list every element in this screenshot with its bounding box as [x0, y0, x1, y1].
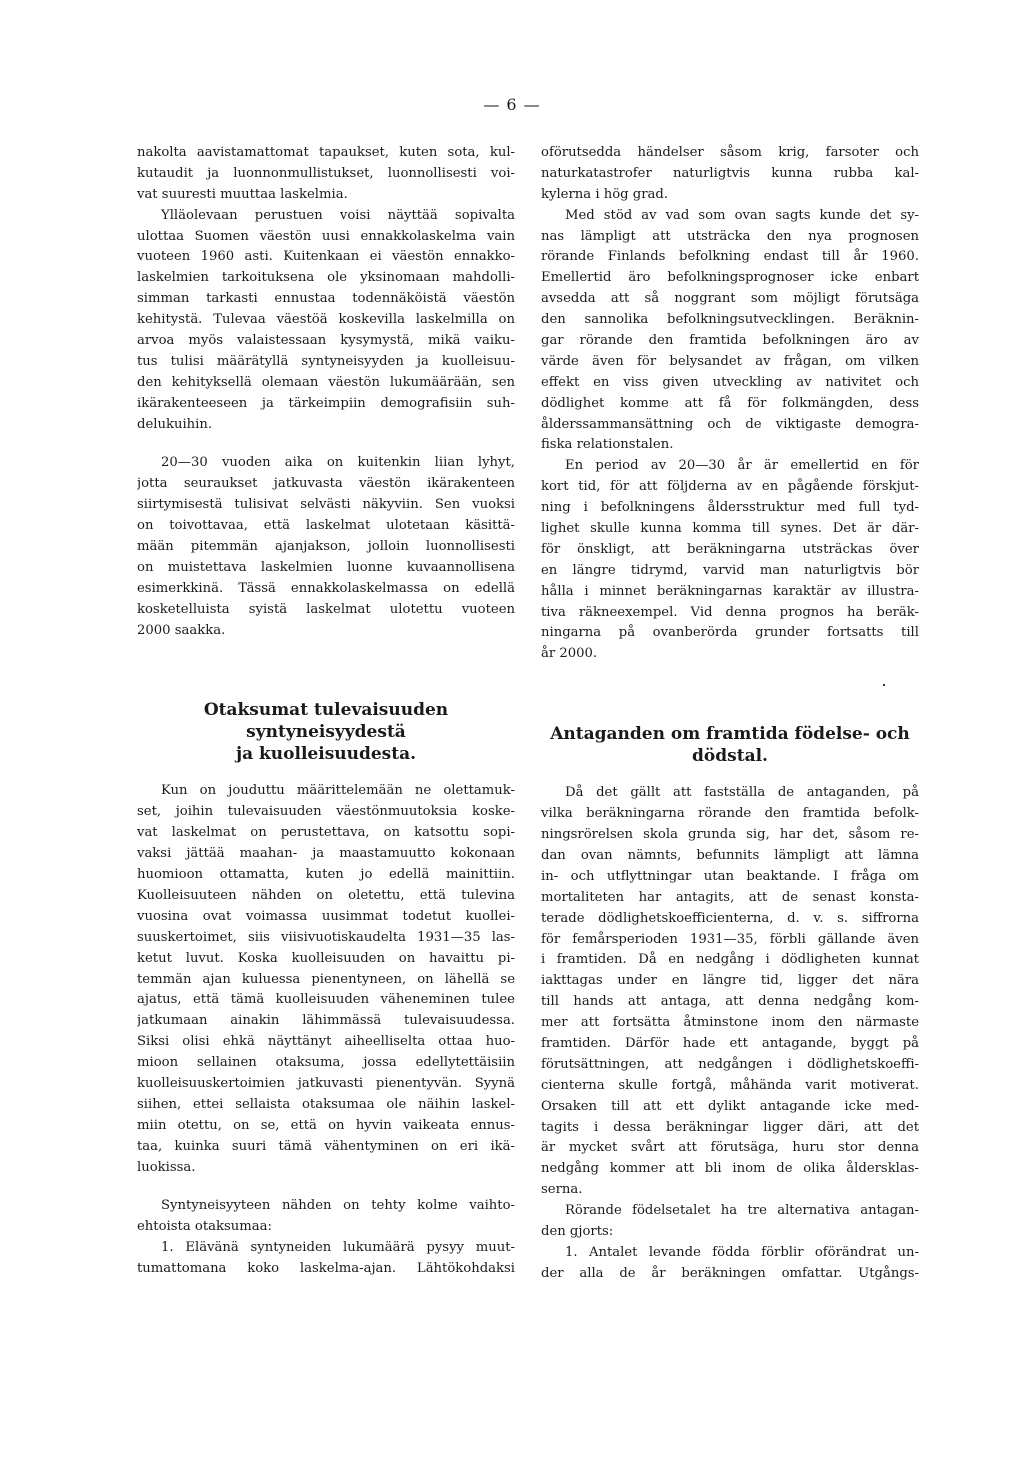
text-line: oförutsedda händelser såsom krig, farsoter och — [541, 145, 919, 160]
text-line: den gjorts: — [541, 1223, 614, 1239]
text-line: ningarna på ovanberörda grunder fortsatts till — [541, 625, 919, 641]
text-line: kort tid, för att följderna av en pågående förskjut- — [541, 479, 919, 495]
text-line: delukuihin. — [137, 416, 213, 432]
text-line: vat suuresti muuttaa laskelmia. — [137, 186, 348, 202]
text-line: Kun on jouduttu määrittelemään ne olettamuk- — [161, 783, 515, 799]
heading-spacer — [541, 767, 919, 783]
text-line: serna. — [541, 1182, 583, 1198]
text-line: jotta seuraukset jatkuvasta väestön ikärakenteen — [137, 476, 515, 492]
text-line: miin otettu, on se, että on hyvin vaikeata ennus- — [137, 1117, 515, 1133]
heading-line: Otaksumat tulevaisuuden syntyneisyydestä — [203, 700, 449, 743]
text-line: 2000 saakka. — [137, 622, 226, 638]
text-line: vuosina ovat voimassa uusimmat todetut kuollei- — [137, 908, 515, 924]
text-line: vaksi jättää maahan- ja maastamuutto kokonaan — [137, 846, 515, 862]
paragraph — [541, 143, 919, 206]
left-column — [137, 143, 515, 1280]
stray-print-dot — [883, 684, 885, 686]
text-line: luokissa. — [137, 1159, 196, 1175]
text-line: nas lämpligt att utsträcka den nya prognosen — [541, 228, 919, 244]
text-line: fiska relationstalen. — [541, 437, 674, 453]
paragraph — [137, 206, 515, 436]
text-line: ålderssammansättning och de viktigaste demogra- — [541, 416, 919, 432]
text-line: taa, kuinka suuri tämä vähentyminen on eri ikä- — [137, 1138, 515, 1154]
text-line: dan ovan nämnts, befunnits lämpligt att lämna — [541, 847, 919, 863]
section-spacer — [541, 665, 919, 723]
text-line: iakttagas under en längre tid, ligger det nära — [541, 973, 919, 989]
text-line: Siksi olisi ehkä näyttänyt aiheelliselta ottaa huo- — [137, 1034, 515, 1050]
text-line: nakolta aavistamattomat tapaukset, kuten sota, kul- — [137, 145, 515, 160]
text-line: mään pitemmän ajanjakson, jolloin luonnollisesti — [137, 539, 515, 555]
text-line: framtiden. Därför hade ett antagande, byggt på — [541, 1035, 919, 1051]
text-line: till hands att antaga, att denna nedgång kom- — [541, 994, 919, 1010]
text-line: kuolleisuuskertoimien jatkuvasti pienentyvän. Syynä — [137, 1075, 515, 1091]
text-line: set, joihin tulevaisuuden väestönmuutoksia koske- — [137, 804, 515, 820]
text-line: vuoteen 1960 asti. Kuitenkaan ei väestön ennakko- — [137, 249, 515, 265]
text-line: naturkatastrofer naturligtvis kunna rubba kal- — [541, 165, 919, 181]
text-line: 20—30 vuoden aika on kuitenkin liian lyhyt, — [161, 455, 515, 471]
text-line: en längre tidrymd, varvid man naturligtvis bör — [541, 562, 919, 578]
text-line: Då det gällt att fastställa de antaganden, på — [565, 785, 919, 801]
text-line: En period av 20—30 år är emellertid en för — [565, 458, 919, 474]
text-line: simman tarkasti ennustaa todennäköistä väestön — [137, 291, 515, 307]
text-line: hålla i minnet beräkningarnas karaktär av illustra- — [541, 583, 919, 599]
text-line: in- och utflyttningar utan beaktande. I fråga om — [541, 868, 919, 884]
text-line: år 2000. — [541, 646, 598, 662]
paragraph — [541, 456, 919, 665]
text-line: ehtoista otaksumaa: — [137, 1219, 272, 1235]
paragraph — [541, 206, 919, 457]
text-line: mortaliteten har antagits, att de senast konsta- — [541, 889, 919, 905]
text-line: mer att fortsätta åtminstone inom den närmaste — [541, 1015, 919, 1031]
text-line: ajatus, että tämä kuolleisuuden väheneminen tulee — [137, 992, 515, 1008]
text-line: värde även för belysandet av frågan, om vilken — [541, 353, 919, 369]
section-spacer — [137, 641, 515, 699]
text-line: suuskertoimet, siis viisivuotiskaudelta 1931—35 las- — [137, 929, 515, 945]
text-line: effekt en viss given utveckling av nativitet och — [541, 374, 919, 390]
text-line: tumattomana koko laskelma-ajan. Lähtökohdaksi — [137, 1261, 515, 1277]
paragraph — [541, 1201, 919, 1243]
paragraph — [137, 1238, 515, 1280]
text-line: är mycket svårt att förutsäga, huru stor denna — [541, 1140, 919, 1156]
text-line: on toivottavaa, että laskelmat ulotetaan käsittä- — [137, 518, 515, 534]
text-line: den kehityksellä olemaan väestön lukumäärään, sen — [137, 374, 515, 390]
text-line: tiva räkneexempel. Vid denna prognos ha beräk- — [541, 604, 919, 620]
text-line: huomioon ottamatta, kuten jo edellä mainittiin. — [137, 867, 515, 883]
text-line: kutaudit ja luonnonmullistukset, luonnollisesti voi- — [137, 165, 515, 181]
text-line: ikärakenteeseen ja tärkeimpiin demografisiin suh- — [137, 395, 515, 411]
text-line: kehitystä. Tulevaa väestöä koskevilla laskelmilla on — [137, 312, 515, 328]
text-line: Rörande födelsetalet ha tre alternativa antagan- — [565, 1203, 919, 1219]
text-line: der alla de år beräkningen omfattar. Utgångs- — [541, 1265, 919, 1281]
text-line: 1. Elävänä syntyneiden lukumäärä pysyy muut- — [161, 1240, 515, 1256]
text-line: Kuolleisuuteen nähden on oletettu, että tulevina — [137, 887, 515, 903]
text-line: cienterna skulle fortgå, måhända varit motiverat. — [541, 1077, 919, 1093]
text-line: lighet skulle kunna komma till synes. Det är där- — [541, 521, 919, 537]
text-line: förutsättningen, att nedgången i dödlighetskoeffi- — [541, 1056, 919, 1072]
text-line: temmän ajan kuluessa pienentyneen, on lähellä se — [137, 971, 515, 987]
text-line: esimerkkinä. Tässä ennakkolaskelmassa on edellä — [137, 580, 515, 596]
text-line: laskelmien tarkoituksena ole yksinomaan mahdolli- — [137, 270, 515, 286]
heading-line: ja kuolleisuudesta. — [235, 744, 417, 765]
section-heading-swedish — [541, 723, 919, 767]
text-line: rörande Finlands befolkning endast till år 1960. — [541, 249, 919, 265]
text-line: ulottaa Suomen väestön uusi ennakkolaskelma vain — [137, 228, 515, 244]
text-line: i framtiden. Då en nedgång i dödligheten kunnat — [541, 952, 919, 968]
text-line: Ylläolevaan perustuen voisi näyttää sopivalta — [161, 207, 515, 223]
paragraph — [541, 1243, 919, 1285]
text-line: ningsrörelsen skola grunda sig, har det, såsom re- — [541, 827, 919, 843]
text-line: gar rörande den framtida befolkningen äro av — [541, 333, 919, 349]
left-section-text — [137, 781, 515, 1279]
text-line: den sannolika befolkningsutvecklingen. Beräknin- — [541, 312, 919, 328]
text-line: ketut luvut. Koska kuolleisuuden on havaittu pi- — [137, 950, 515, 966]
heading-spacer — [137, 765, 515, 781]
text-line: avsedda att så noggrant som möjligt förutsäga — [541, 291, 919, 307]
right-column — [541, 143, 919, 1285]
text-line: kosketelluista syistä laskelmat ulotettu vuoteen — [137, 601, 515, 617]
heading-line: Antaganden om framtida födelse- och — [550, 724, 910, 745]
text-line: 1. Antalet levande födda förblir oförändrat un- — [565, 1244, 919, 1260]
text-line: vilka beräkningarna rörande den framtida befolk- — [541, 806, 919, 822]
paragraph-spacer — [137, 1178, 515, 1196]
text-line: terade dödlighetskoefficienterna, d. v. s. siffrorna — [541, 910, 919, 926]
text-line: nedgång kommer att bli inom de olika åldersklas- — [541, 1161, 919, 1177]
right-intro-text — [541, 143, 919, 665]
page-number: — 6 — — [483, 95, 541, 114]
heading-line: dödstal. — [692, 746, 768, 767]
paragraph — [137, 143, 515, 206]
text-line: för femårsperioden 1931—35, förbli gällande även — [541, 931, 919, 947]
text-line: dödlighet komme att få för folkmängden, dess — [541, 395, 919, 411]
text-line: för önskligt, att beräkningarna utsträckas över — [541, 541, 919, 557]
text-line: vat laskelmat on perustettava, on katsottu sopi- — [137, 825, 515, 841]
text-line: mioon sellainen otaksuma, jossa edellytettäisiin — [137, 1055, 515, 1071]
paragraph — [137, 781, 515, 1178]
text-line: siihen, ettei sellaista otaksumaa ole näihin laskel- — [137, 1096, 515, 1112]
text-line: jatkumaan ainakin lähimmässä tulevaisuudessa. — [137, 1013, 515, 1029]
text-line: on muistettava laskelmien luonne kuvaannollisena — [137, 559, 515, 575]
text-line: arvoa myös valaistessaan kysymystä, mikä vaiku- — [137, 333, 515, 349]
right-section-text — [541, 783, 919, 1284]
paragraph-spacer — [137, 435, 515, 453]
text-line: Med stöd av vad som ovan sagts kunde det sy- — [565, 207, 919, 223]
paragraph — [137, 453, 515, 641]
text-line: Emellertid äro befolkningsprognoser icke enbart — [541, 270, 919, 286]
paragraph — [137, 1196, 515, 1238]
left-intro-text — [137, 143, 515, 641]
paragraph — [541, 783, 919, 1201]
text-line: ning i befolkningens åldersstruktur med full tyd- — [541, 500, 919, 516]
text-line: Orsaken till att ett dylikt antagande icke med- — [541, 1098, 919, 1114]
text-line: tagits i dessa beräkningar ligger däri, att det — [541, 1119, 919, 1135]
text-line: tus tulisi määrätyllä syntyneisyyden ja kuolleisuu- — [137, 353, 515, 369]
text-line: kylerna i hög grad. — [541, 186, 669, 202]
text-line: Syntyneisyyteen nähden on tehty kolme vaihto- — [161, 1198, 515, 1214]
text-line: siirtymisestä tulisivat selvästi näkyviin. Sen vuoksi — [137, 497, 515, 513]
section-heading-finnish — [137, 699, 515, 765]
